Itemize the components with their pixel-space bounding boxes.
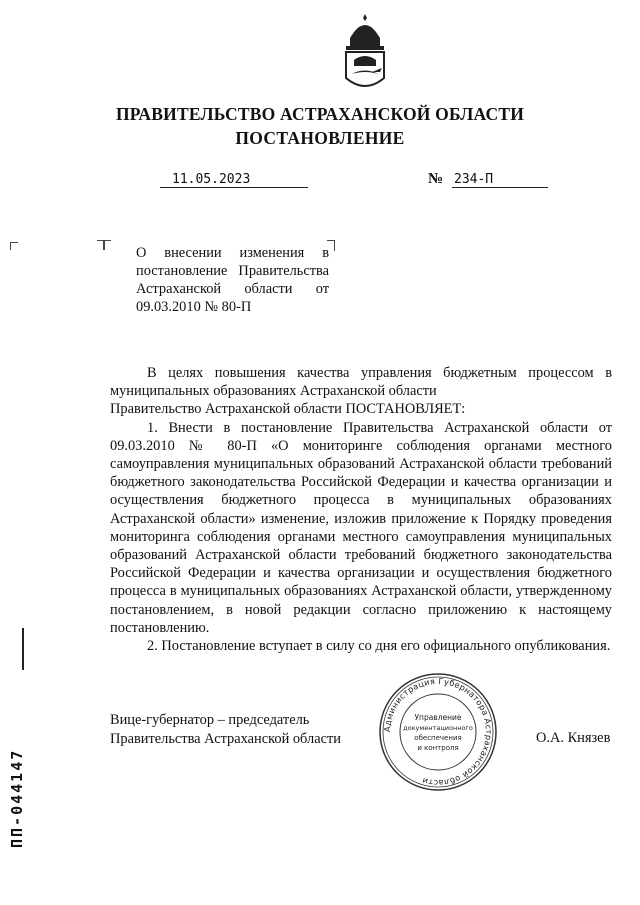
document-body bbox=[110, 364, 612, 655]
corner-mark bbox=[103, 240, 111, 250]
number-label: № bbox=[428, 171, 444, 187]
signatory-position bbox=[110, 711, 341, 749]
document-date: 11.05.2023 bbox=[160, 172, 308, 188]
preamble-paragraph: В целях повышения качества управления бюджетным процессом в муниципальных образованиях Астраханской области bbox=[110, 365, 612, 400]
document-type-title: ПОСТАНОВЛЕНИЕ bbox=[235, 128, 405, 148]
astrakhan-coat-of-arms-icon bbox=[340, 12, 390, 94]
signatory-position-line: Правительства Астраханской области bbox=[110, 731, 341, 747]
signatory-name: О.А. Князев bbox=[536, 730, 611, 746]
corner-mark bbox=[10, 242, 18, 250]
stamp-center-text: документационного bbox=[403, 724, 473, 732]
stamp-center-text: обеспечения bbox=[414, 734, 462, 742]
document-number: 234-П bbox=[452, 172, 548, 188]
organization-title: ПРАВИТЕЛЬСТВО АСТРАХАНСКОЙ ОБЛАСТИ bbox=[115, 104, 525, 124]
margin-line bbox=[22, 628, 24, 670]
item-2-paragraph: 2. Постановление вступает в силу со дня его официального опубликования. bbox=[147, 638, 611, 655]
svg-text:Администрация Губернатора Астр bbox=[382, 676, 494, 788]
stamp-center-text: Управление bbox=[414, 713, 462, 722]
signatory-position-line: Вице-губернатор – председатель bbox=[110, 712, 310, 728]
stamp-ring-text: Администрация Губернатора Астраханской области bbox=[381, 675, 495, 789]
official-stamp bbox=[377, 671, 499, 793]
item-1-paragraph: 1. Внести в постановление Правительства Астраханской области от 09.03.2010 № 80-П «О мониторинге соблюдения органами местного самоуправления муниципальных образований Астраханской области требований бюджетного законодательства Российской Федерации и качества организации и осуществления бюджетного процесса в муниципальных образованиях Астраханской области» изменение, изложив приложение к Порядку проведения мониторинга соблюдения органами местного самоуправления муниципальных образований Астраханской области требований бюджетного законодательства Российской Федерации и качества организации и осуществления бюджетного процесса в муниципальных образованиях Астраханской области, утвержденному постановлением, в новой редакции согласно приложению к настоящему постановлению. bbox=[110, 419, 612, 636]
resolves-paragraph: Правительство Астраханской области ПОСТАНОВЛЯЕТ: bbox=[110, 401, 466, 418]
stamp-center-text: и контроля bbox=[417, 744, 459, 752]
form-serial-number: ПП-044147 bbox=[8, 748, 26, 848]
document-subject: О внесении изменения в постановление Правительства Астраханской области от 09.03.2010 № 80-П bbox=[136, 245, 329, 315]
